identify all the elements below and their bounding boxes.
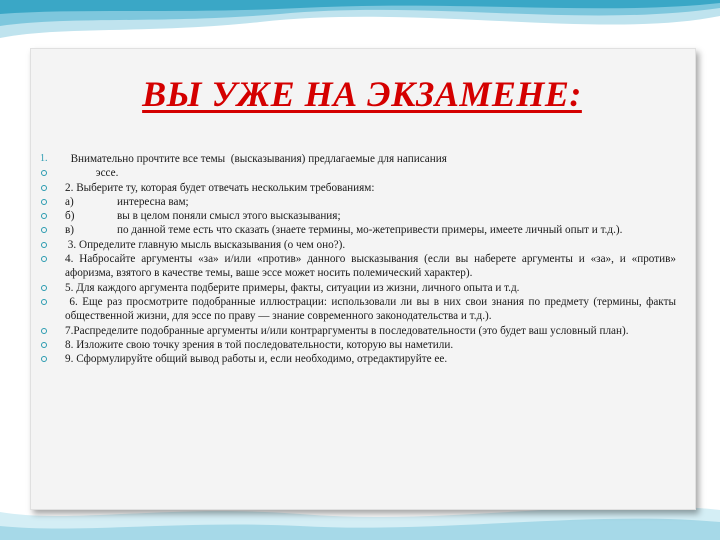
bullet-circle-icon [41,256,47,262]
list-item-text: 9. Сформулируйте общий вывод работы и, если необходимо, отредактируйте ее. [65,353,448,366]
sub-item-text: по данной теме есть что сказать (знаете термины, мо-жетепривести примеры, имеете личный опыт и т.д.). [117,224,623,237]
list-item-text: эссе. [65,167,119,180]
bullet-circle-icon [41,285,47,291]
bullet-circle-icon [41,170,47,176]
bullet-circle-icon [41,356,47,362]
bullet-circle-icon [41,199,47,205]
list-item [40,166,676,180]
sub-item-letter: а) [65,195,74,208]
list-item-text: 8. Изложите свою точку зрения в той последовательности, которую вы наметили. [65,338,454,351]
list-item-text: 5. Для каждого аргумента подберите примеры, факты, ситуации из жизни, личного опыта и т.д. [65,281,520,294]
list-item-text: 7.Распределите подобранные аргументы и/или контраргументы в последовательности (это будет ваш условный план). [65,324,629,337]
bullet-circle-icon [41,342,47,348]
list-item-text: 4. Набросайте аргументы «за» и/или «против» данного высказывания (если вы наберете аргументы и «за», и «против» афоризма, взятого в качестве темы, ваше эссе может носить полемический характер). [65,253,679,280]
list-item [40,152,676,166]
sub-item-text: интересна вам; [117,195,189,208]
sub-item-text: вы в целом поняли смысл этого высказывания; [117,210,341,223]
list-item-text: 6. Еще раз просмотрите подобранные иллюстрации: использовали ли вы в них свои знания по предмету (термины, факты общественной жизни, для эссе по праву — знание современного законодательства и т.д.). [65,295,679,323]
instruction-list [40,152,679,366]
bullet-circle-icon [41,242,47,248]
list-item [40,352,676,366]
list-item [40,223,676,237]
list-item [40,181,676,195]
sub-item-letter: в) [65,224,75,237]
list-item-text: Внимательно прочтите все темы (высказывания) предлагаемые для написания [65,153,447,165]
bullet-circle-icon [41,227,47,233]
list-item [40,252,679,281]
list-item [40,195,676,209]
list-item [40,238,676,252]
bullet-circle-icon [41,299,47,305]
list-item [40,209,676,223]
bullet-circle-icon [41,328,47,334]
list-item [40,338,676,352]
list-number: 1. [40,153,48,164]
sub-item-letter: б) [65,210,75,223]
list-item [40,295,679,324]
list-item-text: 3. Определите главную мысль высказывания (о чем оно?). [65,238,346,251]
slide-title: ВЫ УЖЕ НА ЭКЗАМЕНЕ: [142,74,582,114]
list-item [40,324,676,338]
bullet-circle-icon [41,185,47,191]
list-item [40,281,676,295]
bullet-circle-icon [41,213,47,219]
list-item-text: 2. Выберите ту, которая будет отвечать нескольким требованиям: [65,181,375,194]
